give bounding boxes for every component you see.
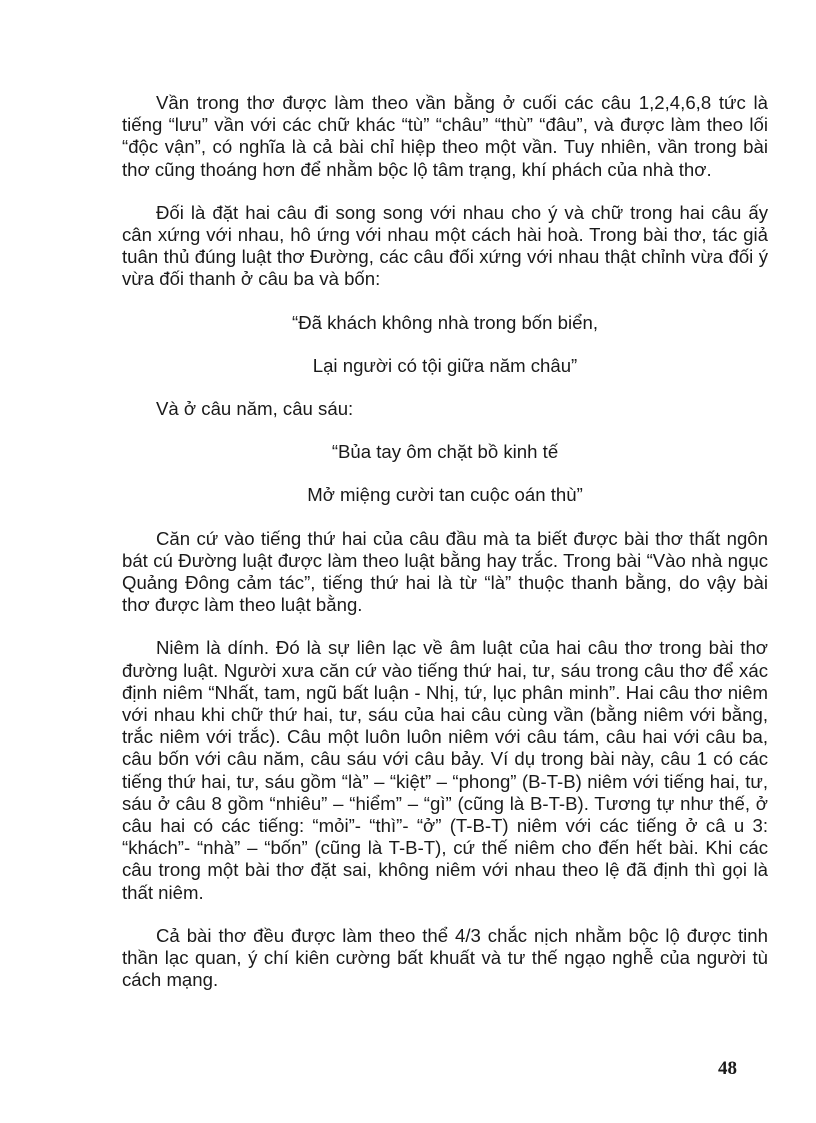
paragraph-parallelism: Đối là đặt hai câu đi song song với nhau cho ý và chữ trong hai câu ấy cân xứng với nhau, hô ứng với nhau một cách hài hoà. Trong bài thơ, tác giả tuân thủ đúng luật thơ Đường, các câu đối xứng với nhau thật chỉnh vừa đối ý vừa đối thanh ở câu ba và bốn:: [122, 201, 768, 290]
verse-line-2: Lại người có tội giữa năm châu”: [312, 354, 578, 376]
document-body: [122, 92, 768, 1013]
paragraph-lines-five-six: Và ở câu năm, câu sáu:: [156, 398, 354, 420]
paragraph-niem: Niêm là dính. Đó là sự liên lạc về âm luật của hai câu thơ trong bài thơ đường luật. Người xưa căn cứ vào tiếng thứ hai, tư, sáu trong câu thơ để xác định niêm “Nhất, tam, ngũ bất luận - Nhị, tứ, lục phân minh”. Hai câu thơ niêm với nhau khi chữ thứ hai, tư, sáu của hai câu cùng vần (bằng niêm với bằng, trắc niêm với trắc). Câu một luôn luôn niêm với câu tám, câu hai với câu ba, câu bốn với câu năm, câu sáu với câu bảy. Ví dụ trong bài này, câu 1 có các tiếng thứ hai, tư, sáu gồm “là” – “kiệt” – “phong” (B-T-B) niêm với tiếng hai, tư, sáu ở câu 8 gồm “nhiêu” – “hiểm” – “gì” (cũng là B-T-B). Tương tự như thế, ở câu hai có các tiếng: “mỏi”- “thì”- “ở” (T-B-T) niêm với các tiếng ở câ u 3: “khách”- “nhà” – “bốn” (cũng là T-B-T), cứ thế niêm cho đến hết bài. Khi các câu trong một bài thơ đặt sai, không niêm với nhau theo lệ đã định thì gọi là thất niêm.: [122, 637, 768, 903]
paragraph-meter: Cả bài thơ đều được làm theo thể 4/3 chắc nịch nhằm bộc lộ được tinh thần lạc quan, ý chí kiên cường bất khuất và tư thế ngạo nghễ của người tù cách mạng.: [122, 924, 768, 991]
page-number: 48: [718, 1058, 737, 1079]
verse-line-3: “Bủa tay ôm chặt bồ kinh tế: [331, 441, 559, 463]
verse-line-1: “Đã khách không nhà trong bốn biển,: [292, 311, 598, 333]
paragraph-tonal-rule: Căn cứ vào tiếng thứ hai của câu đầu mà ta biết được bài thơ thất ngôn bát cú Đường luật được làm theo luật bằng hay trắc. Trong bài “Vào nhà ngục Quảng Đông cảm tác”, tiếng thứ hai là từ “là” thuộc thanh bằng, do vậy bài thơ được làm theo luật bằng.: [122, 527, 768, 616]
verse-line-4: Mở miệng cười tan cuộc oán thù”: [307, 484, 583, 506]
paragraph-rhyme: Vần trong thơ được làm theo vần bằng ở cuối các câu 1,2,4,6,8 tức là tiếng “lưu” vần với các chữ khác “tù” “châu” “thù” “đâu”, và được làm theo lối “độc vận”, có nghĩa là cả bài chỉ hiệp theo một vần. Tuy nhiên, vần trong bài thơ cũng thoáng hơn để nhằm bộc lộ tâm trạng, khí phách của nhà thơ.: [122, 92, 768, 180]
